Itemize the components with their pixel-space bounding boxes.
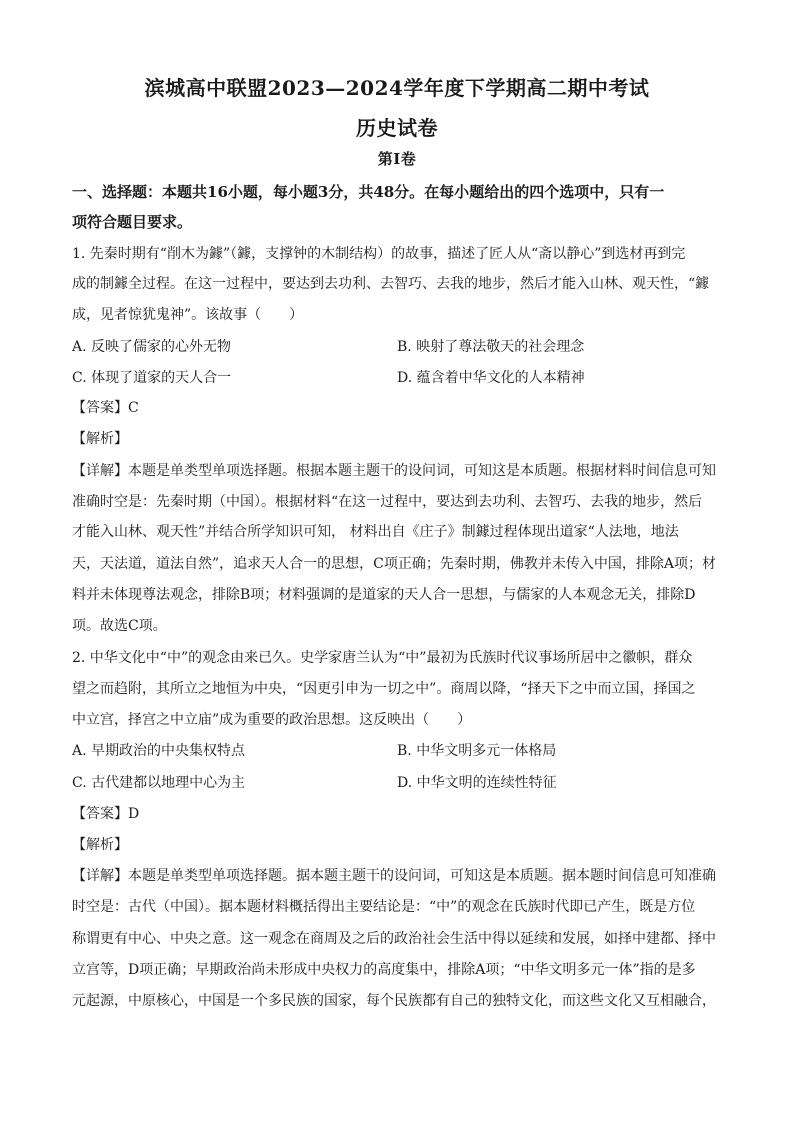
q2-stem-line: 中立宫，择宫之中立庙”成为重要的政治思想。这反映出（ ） bbox=[72, 712, 472, 728]
q1-detail-line: 项。故选C项。 bbox=[72, 618, 167, 634]
q2-detail-line: 称谓更有中心、中央之意。这一观念在商周及之后的政治社会生活中得以延续和发展，如择中建都、择中 bbox=[72, 931, 716, 947]
q1-option-b: B. 映射了尊法敬天的社会理念 bbox=[397, 339, 585, 355]
exam-title: 滨城高中联盟2023—2024学年度下学期高二期中考试 bbox=[144, 76, 650, 100]
q1-option-a: A. 反映了儒家的心外无物 bbox=[72, 339, 232, 355]
q1-detail-line: 才能入山林、观天性”并结合所学知识可知， 材料出自《庄子》制鐻过程体现出道家“人法地，地法 bbox=[72, 524, 679, 540]
q1-analysis-label: 【解析】 bbox=[72, 431, 128, 447]
q2-detail-line: 时空是：古代（中国）。据本题材料概括得出主要结论是：“中”的观念在氏族时代即已产生，既是方位 bbox=[72, 899, 696, 915]
q2-analysis-label: 【解析】 bbox=[72, 837, 128, 853]
q1-detail-line: 【详解】本题是单类型单项选择题。根据本题主题干的设问词，可知这是本质题。根据材料时间信息可知 bbox=[72, 463, 716, 479]
q1-detail-line: 准确时空是：先秦时期（中国）。根据材料“在这一过程中，要达到去功利、去智巧、去我的地步，然后 bbox=[72, 494, 703, 510]
q1-stem-line: 成，见者惊犹鬼神”。该故事（ ） bbox=[72, 307, 304, 323]
q2-option-c: C. 古代建都以地理中心为主 bbox=[72, 775, 246, 791]
q2-option-b: B. 中华文明多元一体格局 bbox=[397, 743, 557, 759]
q2-detail-line: 立宫等，D项正确；早期政治尚未形成中央权力的高度集中，排除A项；“中华文明多元一体”指的是多 bbox=[72, 962, 696, 978]
q2-option-d: D. 中华文明的连续性特征 bbox=[397, 775, 557, 791]
section-instruction-line-2: 项符合题目要求。 bbox=[72, 213, 193, 231]
q1-detail-line: 料并未体现尊法观念，排除B项；材料强调的是道家的天人合一思想，与儒家的人本观念无关，排除D bbox=[72, 587, 696, 603]
q1-stem-line: 1. 先秦时期有“削木为鐻”（鐻，支撑钟的木制结构）的故事，描述了匠人从“斋以静心”到选材再到完 bbox=[72, 246, 686, 262]
q1-option-d: D. 蕴含着中华文化的人本精神 bbox=[397, 370, 585, 386]
q2-detail-line: 元起源，中原核心，中国是一个多民族的国家，每个民族都有自己的独特文化，而这些文化又互相融合， bbox=[72, 993, 716, 1009]
section-instruction-line-1: 一、选择题：本题共16小题，每小题3分，共48分。在每小题给出的四个选项中，只有一 bbox=[72, 183, 665, 201]
q2-option-a: A. 早期政治的中央集权特点 bbox=[72, 743, 246, 759]
q1-detail-line: 天，天法道，道法自然”，追求天人合一的思想，C项正确；先秦时期，佛教并未传入中国，排除A项；材 bbox=[72, 556, 716, 572]
q1-option-c: C. 体现了道家的天人合一 bbox=[72, 370, 232, 386]
exam-subject: 历史试卷 bbox=[356, 116, 438, 140]
q2-answer: 【答案】D bbox=[72, 806, 140, 822]
q2-stem-line: 望之而趋附，其所立之地恒为中央，“因更引申为一切之中”。商周以降，“择天下之中而立国，择国之 bbox=[72, 681, 696, 697]
q1-stem-line: 成的制鐻全过程。在这一过程中，要达到去功利、去智巧、去我的地步，然后才能入山林、观天性，“鐻 bbox=[72, 276, 710, 292]
q2-detail-line: 【详解】本题是单类型单项选择题。据本题主题干的设问词，可知这是本质题。据本题时间信息可知准确 bbox=[72, 868, 716, 884]
q2-stem-line: 2. 中华文化中“中”的观念由来已久。史学家唐兰认为“中”最初为氏族时代议事场所居中之徽帜，群众 bbox=[72, 650, 693, 666]
q1-answer: 【答案】C bbox=[72, 400, 139, 416]
volume-label: 第Ⅰ卷 bbox=[377, 150, 417, 168]
